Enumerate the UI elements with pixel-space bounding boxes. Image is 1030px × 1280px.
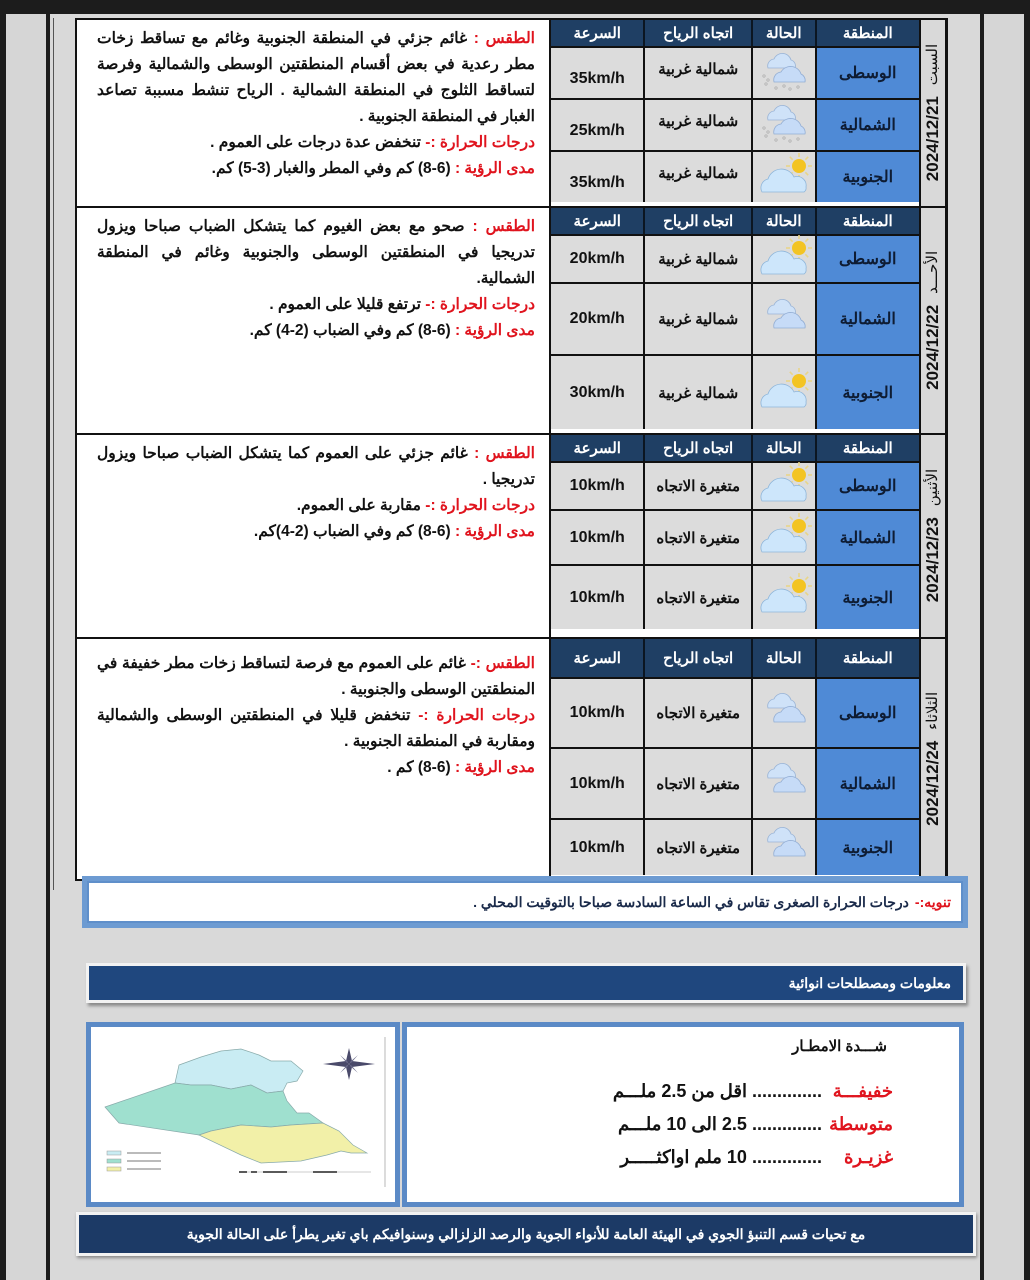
compass-rose-icon	[323, 1048, 375, 1080]
footer-text: مع تحيات قسم التنبؤ الجوي في الهيئة العامة للأنواء الجوية والرصد الزلزالي وسنوافيكم باي تغير يطرأ على الحالة الجوية	[79, 1215, 973, 1253]
rain-level-label: متوسطة	[829, 1114, 893, 1134]
table-row	[551, 46, 919, 98]
regions-map-box	[86, 1022, 400, 1207]
wind-speed: 10km/h	[551, 566, 643, 629]
temperature-paragraph	[97, 130, 535, 156]
header-state: الحالة	[751, 208, 815, 234]
cloudy-icon	[754, 756, 814, 811]
weather-state	[751, 48, 815, 98]
forecast-description	[77, 20, 549, 206]
visibility-paragraph	[97, 755, 535, 781]
header-wind-direction: اتجاه الرياح	[643, 435, 750, 461]
weather-state	[751, 679, 815, 747]
header-wind-direction: اتجاه الرياح	[643, 20, 750, 46]
day-name: السبت	[924, 44, 941, 86]
table-row	[551, 234, 919, 282]
weather-text: غائم على العموم مع فرصة لتساقط زخات مطر خفيفة في المنطقتين الوسطى والجنوبية .	[97, 655, 535, 698]
table-row	[551, 564, 919, 629]
rain-level	[407, 1108, 893, 1141]
header-region: المنطقة	[815, 20, 919, 46]
temperature-label: درجات الحرارة :-	[425, 497, 535, 514]
wind-speed: 35km/h	[551, 152, 643, 202]
date-column	[919, 639, 945, 879]
weather-state	[751, 100, 815, 150]
wind-direction: شمالية غربية	[643, 284, 750, 354]
partly-cloudy-icon	[754, 232, 814, 287]
partly-cloudy-icon	[754, 365, 814, 420]
cloud-rain-icon	[754, 98, 814, 153]
temperature-paragraph	[97, 703, 535, 755]
weather-state	[751, 284, 815, 354]
region-table	[549, 435, 919, 637]
region-name: الجنوبية	[815, 356, 919, 429]
forecast-description	[77, 639, 549, 879]
wind-speed: 35km/h	[551, 48, 643, 98]
table-row	[551, 509, 919, 564]
header-wind-direction: اتجاه الرياح	[643, 208, 750, 234]
weather-state	[751, 236, 815, 282]
visibility-text: (6-8) كم .	[387, 759, 451, 776]
forecast-description	[77, 208, 549, 433]
region-name: الوسطى	[815, 48, 919, 98]
partly-cloudy-icon	[754, 459, 814, 514]
wind-direction: متغيرة الاتجاه	[643, 566, 750, 629]
wind-speed: 20km/h	[551, 284, 643, 354]
region-name: الشمالية	[815, 749, 919, 818]
day-block	[77, 435, 945, 639]
left-gutter	[6, 14, 46, 1280]
day-block	[77, 639, 945, 879]
weather-paragraph	[97, 441, 535, 493]
wind-direction: شمالية غربية	[643, 152, 750, 202]
visibility-paragraph	[97, 519, 535, 545]
header-wind-direction: اتجاه الرياح	[643, 639, 750, 677]
day-block	[77, 208, 945, 435]
temperature-label: درجات الحرارة :-	[418, 707, 535, 724]
rain-level	[407, 1075, 893, 1108]
rain-intensity-title: شـــدة الامطـار	[792, 1038, 887, 1055]
iraq-regions-map	[91, 1027, 395, 1202]
table-row	[551, 461, 919, 509]
map-legend	[107, 1151, 161, 1171]
temperature-paragraph	[97, 493, 535, 519]
table-row	[551, 98, 919, 150]
weather-state	[751, 152, 815, 202]
table-row	[551, 818, 919, 875]
region-name: الجنوبية	[815, 152, 919, 202]
temperature-label: درجات الحرارة :-	[425, 296, 535, 313]
region-name: الشمالية	[815, 100, 919, 150]
rain-level-label: غزيـرة	[844, 1147, 893, 1167]
header-speed: السرعة	[551, 435, 643, 461]
weather-state	[751, 356, 815, 429]
header-region: المنطقة	[815, 639, 919, 677]
wind-speed: 20km/h	[551, 236, 643, 282]
rain-level-value: اقل من 2.5 ملـــم	[612, 1081, 747, 1101]
visibility-label: مدى الرؤية :	[454, 322, 535, 339]
temperature-paragraph	[97, 292, 535, 318]
temperature-text: ترتفع قليلا على العموم .	[269, 296, 421, 313]
visibility-label: مدى الرؤية :	[454, 523, 535, 540]
day-name: الأثنين	[924, 469, 941, 507]
map-region-south	[199, 1123, 367, 1163]
weather-text: صحو مع بعض الغيوم كما يتشكل الضباب صباحا ويزول تدريجيا في المنطقتين الوسطى والجنوبية وغائم في المنطقة الشمالية.	[97, 218, 535, 287]
region-name: الجنوبية	[815, 820, 919, 875]
wind-speed: 10km/h	[551, 463, 643, 509]
region-name: الوسطى	[815, 679, 919, 747]
info-section-header	[86, 963, 966, 1003]
weather-paragraph	[97, 26, 535, 130]
region-name: الشمالية	[815, 511, 919, 564]
temperature-text: مقاربة على العموم.	[296, 497, 421, 514]
rain-intensity-box	[402, 1022, 964, 1207]
weather-paragraph	[97, 651, 535, 703]
region-name: الوسطى	[815, 463, 919, 509]
rain-level-value: 2.5 الى 10 ملـــم	[617, 1114, 747, 1134]
table-row	[551, 282, 919, 354]
weather-state	[751, 566, 815, 629]
partly-cloudy-icon	[754, 150, 814, 205]
page-margin-strip	[53, 18, 75, 890]
date: 2024/12/24	[923, 740, 942, 826]
weather-state	[751, 463, 815, 509]
wind-speed: 10km/h	[551, 511, 643, 564]
visibility-paragraph	[97, 318, 535, 344]
map-scale-bar	[239, 1171, 371, 1173]
date: 2024/12/22	[923, 304, 942, 390]
visibility-label: مدى الرؤية :	[454, 160, 535, 177]
date-column	[919, 208, 945, 433]
temperature-text: تنخفض عدة درجات على العموم .	[210, 134, 421, 151]
table-header	[551, 20, 919, 46]
wind-direction: متغيرة الاتجاه	[643, 749, 750, 818]
note-box	[82, 876, 968, 928]
wind-speed: 30km/h	[551, 356, 643, 429]
visibility-text: (6-8) كم وفي الضباب (2-4) كم.	[249, 322, 451, 339]
region-name: الشمالية	[815, 284, 919, 354]
weather-state	[751, 511, 815, 564]
cloudy-icon	[754, 820, 814, 875]
cloud-rain-icon	[754, 46, 814, 101]
weather-paragraph	[97, 214, 535, 292]
rain-level-label: خفيفـــة	[832, 1081, 893, 1101]
top-bar	[0, 0, 1030, 14]
day-name: الثلاثاء	[924, 692, 941, 731]
wind-direction: شمالية غربية	[643, 48, 750, 98]
forecast-description	[77, 435, 549, 637]
day-block	[77, 20, 945, 208]
wind-direction: شمالية غربية	[643, 236, 750, 282]
region-table	[549, 208, 919, 433]
note-label: تنويه:-	[914, 893, 951, 910]
info-section-title: معلومات ومصطلحات انوائية	[89, 966, 963, 1000]
region-name: الجنوبية	[815, 566, 919, 629]
header-speed: السرعة	[551, 208, 643, 234]
weather-state	[751, 820, 815, 875]
rain-level	[407, 1141, 893, 1174]
weather-state	[751, 749, 815, 818]
visibility-label: مدى الرؤية :	[454, 759, 535, 776]
wind-speed: 10km/h	[551, 679, 643, 747]
wind-direction: متغيرة الاتجاه	[643, 679, 750, 747]
weather-text: غائم جزئي في المنطقة الجنوبية وغائم مع تساقط زخات مطر رعدية في بعض أقسام المنطقتين الوسطى والشمالية وفرصة لتساقط الثلوج في المنطقة الشمالية . الرياح تنشط مسببة تصاعد الغبار في المنطقة الجنوبية .	[97, 30, 535, 125]
wind-speed: 25km/h	[551, 100, 643, 150]
header-region: المنطقة	[815, 208, 919, 234]
header-region: المنطقة	[815, 435, 919, 461]
header-state: الحالة	[751, 435, 815, 461]
partly-cloudy-icon	[754, 510, 814, 565]
visibility-paragraph	[97, 156, 535, 182]
rain-level-dots: ..............	[751, 1081, 822, 1101]
region-table	[549, 20, 919, 206]
table-row	[551, 150, 919, 202]
weather-text: غائم جزئي على العموم كما يتشكل الضباب صباحا ويزول تدريجيا .	[97, 445, 535, 488]
partly-cloudy-icon	[754, 570, 814, 625]
visibility-text: (6-8) كم وفي المطر والغبار (3-5) كم.	[211, 160, 451, 177]
visibility-text: (6-8) كم وفي الضباب (2-4)كم.	[253, 523, 451, 540]
wind-direction: متغيرة الاتجاه	[643, 511, 750, 564]
date-column	[919, 435, 945, 637]
table-header	[551, 639, 919, 677]
date: 2024/12/21	[923, 96, 942, 182]
temperature-label: درجات الحرارة :-	[425, 134, 535, 151]
temperature-text: تنخفض قليلا في المنطقتين الوسطى والشمالية ومقاربة في المنطقة الجنوبية .	[97, 707, 535, 750]
rain-level-value: 10 ملم اواكثـــــر	[620, 1147, 747, 1167]
header-speed: السرعة	[551, 20, 643, 46]
date: 2024/12/23	[923, 517, 942, 603]
cloudy-icon	[754, 686, 814, 741]
right-gutter-scrollbar[interactable]	[984, 14, 1024, 1280]
note-text: درجات الحرارة الصغرى تقاس في الساعة السادسة صباحا بالتوقيت المحلي .	[473, 893, 909, 910]
table-row	[551, 747, 919, 818]
wind-speed: 10km/h	[551, 749, 643, 818]
region-name: الوسطى	[815, 236, 919, 282]
wind-direction: شمالية غربية	[643, 100, 750, 150]
wind-speed: 10km/h	[551, 820, 643, 875]
rain-level-dots: ..............	[751, 1114, 822, 1134]
forecast-grid	[75, 18, 948, 881]
weather-label: الطقس :-	[470, 655, 535, 672]
cloudy-icon	[754, 292, 814, 347]
table-row	[551, 354, 919, 429]
footer-banner	[76, 1212, 976, 1256]
weather-label: الطقس :	[473, 30, 535, 47]
wind-direction: متغيرة الاتجاه	[643, 820, 750, 875]
rain-level-dots: ..............	[751, 1147, 822, 1167]
wind-direction: متغيرة الاتجاه	[643, 463, 750, 509]
region-table	[549, 639, 919, 879]
table-header	[551, 435, 919, 461]
date-column	[919, 20, 945, 206]
header-state: الحالة	[751, 20, 815, 46]
day-name: الأحـــد	[924, 251, 941, 295]
weather-label: الطقس :	[472, 218, 535, 235]
header-speed: السرعة	[551, 639, 643, 677]
header-state: الحالة	[751, 639, 815, 677]
wind-direction: شمالية غربية	[643, 356, 750, 429]
table-header	[551, 208, 919, 234]
table-row	[551, 677, 919, 747]
weather-label: الطقس :	[474, 445, 535, 462]
